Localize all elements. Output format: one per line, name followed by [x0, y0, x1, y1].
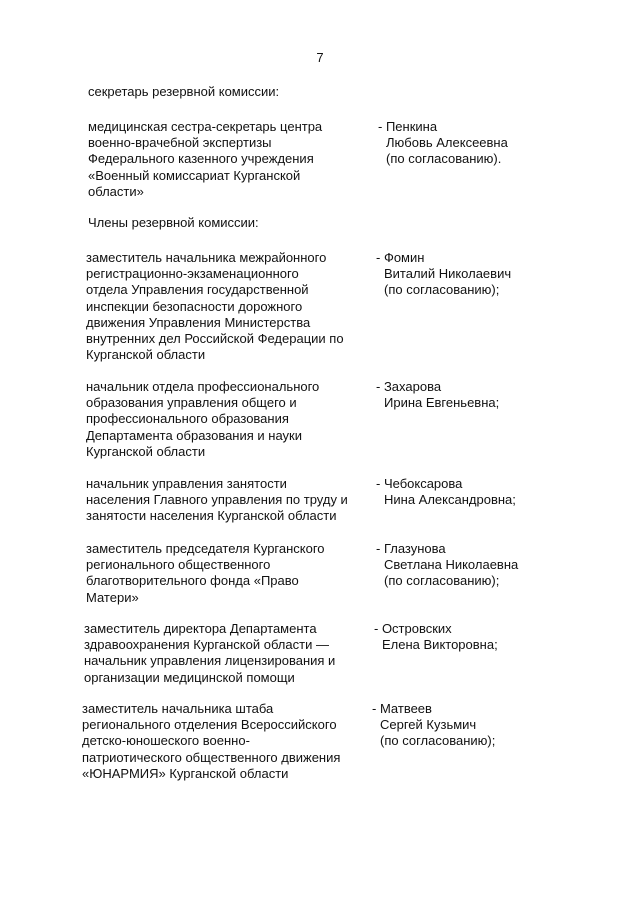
position-line: образования управления общего и — [86, 395, 297, 411]
position-line: начальник отдела профессионального — [86, 379, 320, 394]
position-line: заместитель начальника межрайонного — [86, 250, 327, 265]
position-line: занятости населения Курганской области — [86, 508, 337, 524]
position-line: здравоохранения Курганской области — — [84, 637, 329, 653]
position-line: патриотического общественного движения — [82, 749, 341, 765]
member-name — [376, 250, 511, 299]
position-line: регионального общественного — [86, 557, 271, 573]
name-line: - Глазунова — [376, 541, 446, 556]
position-line: области» — [88, 183, 144, 199]
secretary-name — [378, 119, 508, 168]
member-name — [374, 621, 498, 653]
position-line: военно-врачебной экспертизы — [88, 135, 272, 151]
name-line: - Фомин — [376, 250, 425, 265]
position-line: благотворительного фонда «Право — [86, 573, 299, 589]
name-line: (по согласованию); — [380, 733, 496, 749]
name-line: Виталий Николаевич — [384, 266, 512, 282]
position-line: заместитель начальника штаба — [82, 701, 274, 716]
secretary-heading: секретарь резервной комиссии: — [88, 84, 280, 99]
name-line: - Матвеев — [372, 701, 432, 716]
position-line: детско-юношеского военно- — [82, 733, 250, 749]
position-line: населения Главного управления по труду и — [86, 492, 348, 508]
page-number: 7 — [316, 50, 324, 65]
position-line: «Военный комиссариат Курганской — [88, 167, 301, 183]
position-line: Курганской области — [86, 347, 206, 363]
member-position — [86, 250, 344, 363]
position-line: отдела Управления государственной — [86, 282, 309, 298]
member-name — [376, 379, 499, 411]
position-line: начальник управления лицензирования и — [84, 653, 336, 669]
members-heading: Члены резервной комиссии: — [88, 215, 259, 230]
member-position — [82, 701, 340, 782]
member-name — [372, 701, 495, 750]
position-line: «ЮНАРМИЯ» Курганской области — [82, 765, 289, 781]
position-line: регионального отделения Всероссийского — [82, 717, 337, 733]
member-position — [84, 621, 335, 686]
member-name — [376, 541, 518, 590]
member-position — [86, 541, 325, 606]
position-line: заместитель председателя Курганского — [86, 541, 325, 556]
position-line: регистрационно-экзаменационного — [86, 266, 299, 282]
member-position — [86, 379, 319, 460]
name-line: Нина Александровна; — [384, 492, 516, 508]
name-line: Ирина Евгеньевна; — [384, 395, 500, 411]
secretary-position — [88, 119, 322, 200]
name-line: (по согласованию). — [386, 151, 502, 167]
position-line: движения Управления Министерства — [86, 314, 311, 330]
position-line: внутренних дел Российской Федерации по — [86, 331, 344, 347]
position-line: медицинская сестра-секретарь центра — [88, 119, 323, 134]
name-line: Любовь Алексеевна — [386, 135, 508, 151]
position-line: профессионального образования — [86, 411, 289, 427]
name-line: - Пенкина — [378, 119, 438, 134]
name-line: - Островских — [374, 621, 452, 636]
position-line: Курганской области — [86, 443, 206, 459]
position-line: заместитель директора Департамента — [84, 621, 317, 636]
position-line: Департамента образования и науки — [86, 427, 302, 443]
position-line: инспекции безопасности дорожного — [86, 298, 303, 314]
name-line: (по согласованию); — [384, 282, 500, 298]
position-line: организации медицинской помощи — [84, 669, 295, 685]
member-position — [86, 476, 348, 525]
member-name — [376, 476, 516, 508]
position-line: начальник управления занятости — [86, 476, 287, 491]
name-line: (по согласованию); — [384, 573, 500, 589]
position-line: Матери» — [86, 589, 139, 605]
name-line: - Чебоксарова — [376, 476, 463, 491]
name-line: Сергей Кузьмич — [380, 717, 477, 733]
name-line: - Захарова — [376, 379, 442, 394]
position-line: Федерального казенного учреждения — [88, 151, 314, 167]
name-line: Елена Викторовна; — [382, 637, 498, 653]
name-line: Светлана Николаевна — [384, 557, 519, 573]
